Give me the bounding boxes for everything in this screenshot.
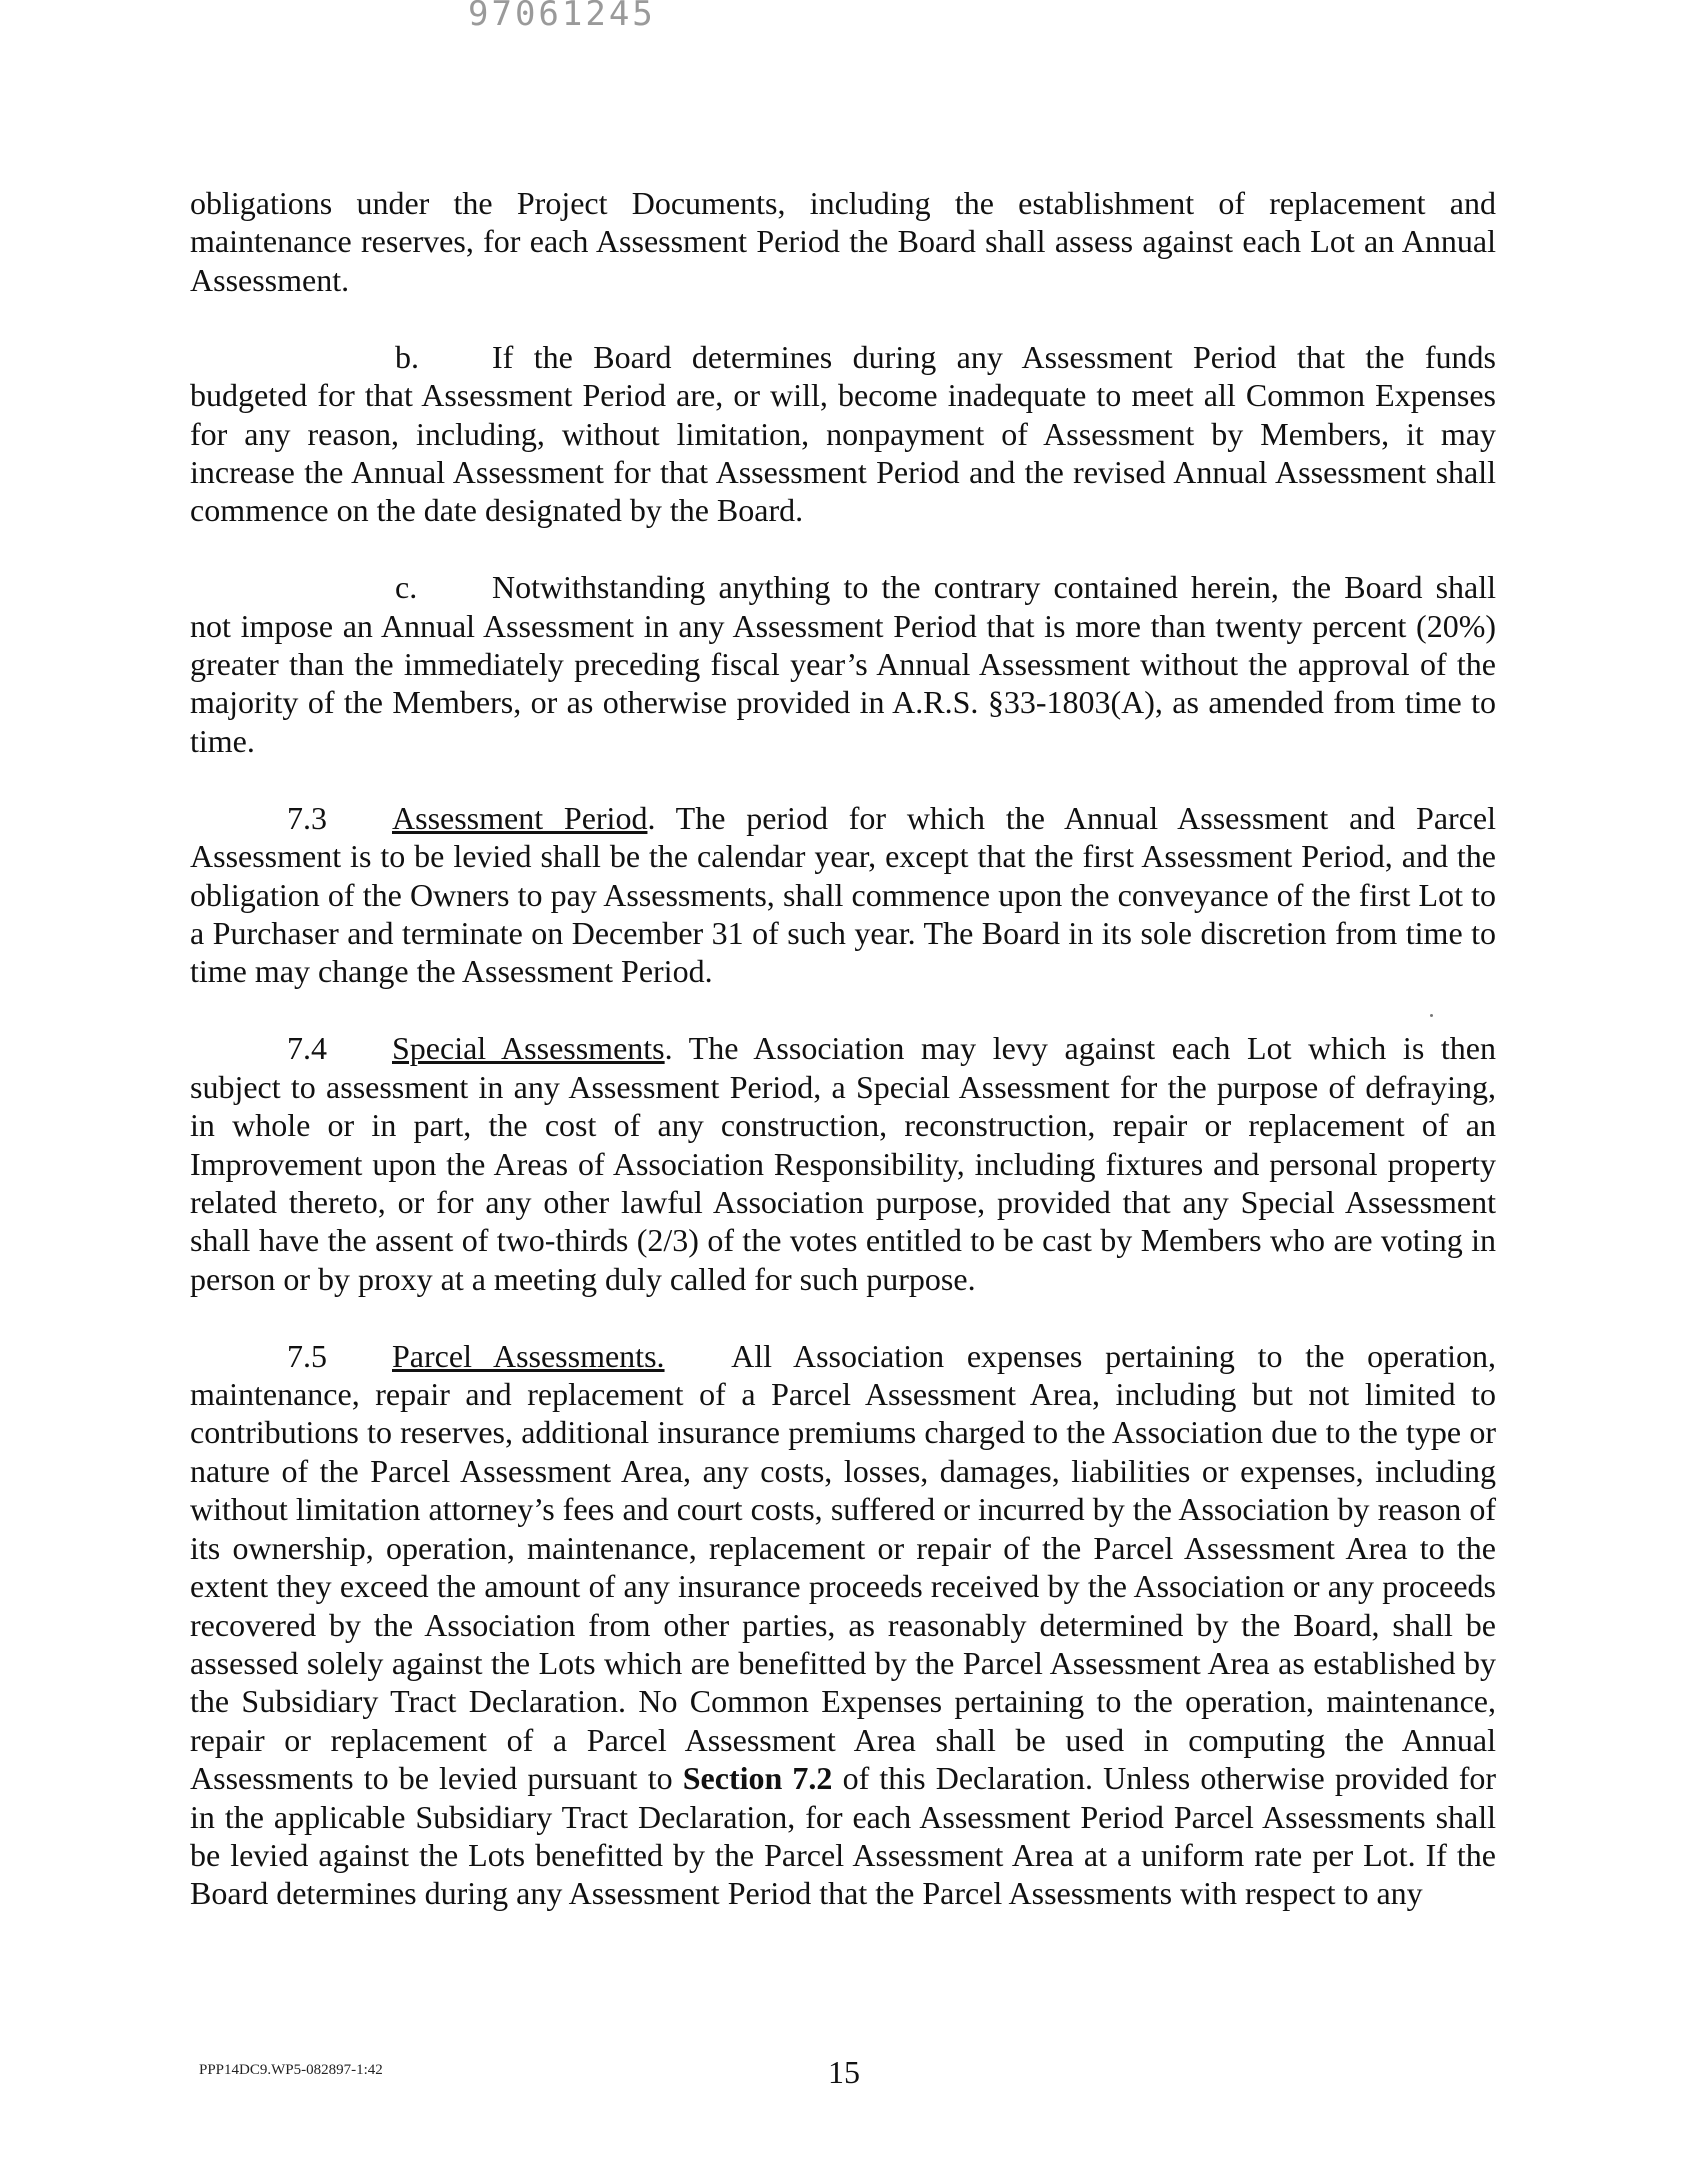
paragraph-c [190, 568, 1496, 760]
document-number-stamp: 97061245 [468, 0, 656, 34]
scan-speck [1430, 1014, 1433, 1017]
section-7-5-text-end: of this Declaration. Unless otherwise provided for in the applicable Subsidiary Tract Declaration, for each Assessment Period Parcel Assessments shall be levied against the Lots benefitted by the Parcel Assessment Area at a uniform rate per Lot. If the Board determines during any Assessment Period that the Parcel Assessments with respect to any [190, 1760, 1497, 1912]
item-b-label: b. [395, 338, 419, 375]
item-c-text: Notwithstanding anything to the contrary contained herein, the Board shall not impose an Annual Assessment in any Assessment Period that is more than twenty percent (20%) greater than the immediately preceding fiscal year’s Annual Assessment without the approval of the majority of the Members, or as otherwise provided in A.R.S. §33-1803(A), as amended from time to time. [190, 569, 1496, 759]
paragraph-b [190, 338, 1496, 530]
document-body [190, 184, 1496, 1913]
section-7-4-text: . The Association may levy against each Lot which is then subject to assessment in any Assessment Period, a Special Assessment for the purpose of defraying, in whole or in part, the cost of any construction, reconstruction, repair or replacement of an Improvement upon the Areas of Association Responsibility, including fixtures and personal property related thereto, or for any other lawful Association purpose, provided that any Special Assessment shall have the assent of two-thirds (2/3) of the votes entitled to be cast by Members who are voting in person or by proxy at a meeting duly called for such purpose. [190, 1030, 1497, 1297]
page-number: 15 [828, 2054, 860, 2090]
section-7-3-text: . The period for which the Annual Assessment and Parcel Assessment is to be levied shall be the calendar year, except that the first Assessment Period, and the obligation of the Owners to pay Assessments, shall commence upon the conveyance of the first Lot to a Purchaser and terminate on December 31 of such year. The Board in its sole discretion from time to time may change the Assessment Period. [190, 799, 1497, 990]
section-7-5-heading: Parcel Assessments. [392, 1337, 665, 1374]
section-7-3 [190, 799, 1496, 991]
section-7-4-heading: Special Assessments [392, 1030, 665, 1067]
intro-paragraph [190, 184, 1496, 299]
item-b-text: If the Board determines during any Assessment Period that the funds budgeted for that Assessment Period are, or will, become inadequate to meet all Common Expenses for any reason, including, without limitation, nonpayment of Assessment by Members, it may increase the Annual Assessment for that Assessment Period and the revised Annual Assessment shall commence on the date designated by the Board. [190, 338, 1496, 529]
footer-file-id: PPP14DC9.WP5-082897-1:42 [199, 2062, 383, 2078]
intro-text: obligations under the Project Documents, including the establishment of replacement and maintenance reserves, for each Assessment Period the Board shall assess against each Lot an Annual Assessment. [190, 185, 1496, 298]
section-reference: Section 7.2 [682, 1760, 833, 1797]
section-7-4 [190, 1029, 1496, 1298]
section-7-3-heading: Assessment Period [392, 799, 648, 836]
section-7-4-number: 7.4 [287, 1030, 327, 1067]
item-c-label: c. [395, 569, 418, 606]
section-7-5-number: 7.5 [287, 1337, 327, 1374]
section-7-5-text-start: All Association expenses pertaining to the operation, maintenance, repair and replacement of a Parcel Assessment Area, including but not limited to contributions to reserves, additional insurance premiums charged to the Association due to the type or nature of the Parcel Assessment Area, any costs, losses, damages, liabilities or expenses, including without limitation attorney’s fees and court costs, suffered or incurred by the Association by reason of its ownership, operation, maintenance, replacement or repair of the Parcel Assessment Area to the extent they exceed the amount of any insurance proceeds received by the Association or any proceeds recovered by the Association from other parties, as reasonably determined by the Board, shall be assessed solely against the Lots which are benefitted by the Parcel Assessment Area as established by the Subsidiary Tract Declaration. No Common Expenses pertaining to the operation, maintenance, repair or replacement of a Parcel Assessment Area shall be used in computing the Annual Assessments to be levied pursuant to [190, 1337, 1497, 1797]
section-7-3-number: 7.3 [287, 799, 327, 836]
section-7-5 [190, 1337, 1496, 1913]
